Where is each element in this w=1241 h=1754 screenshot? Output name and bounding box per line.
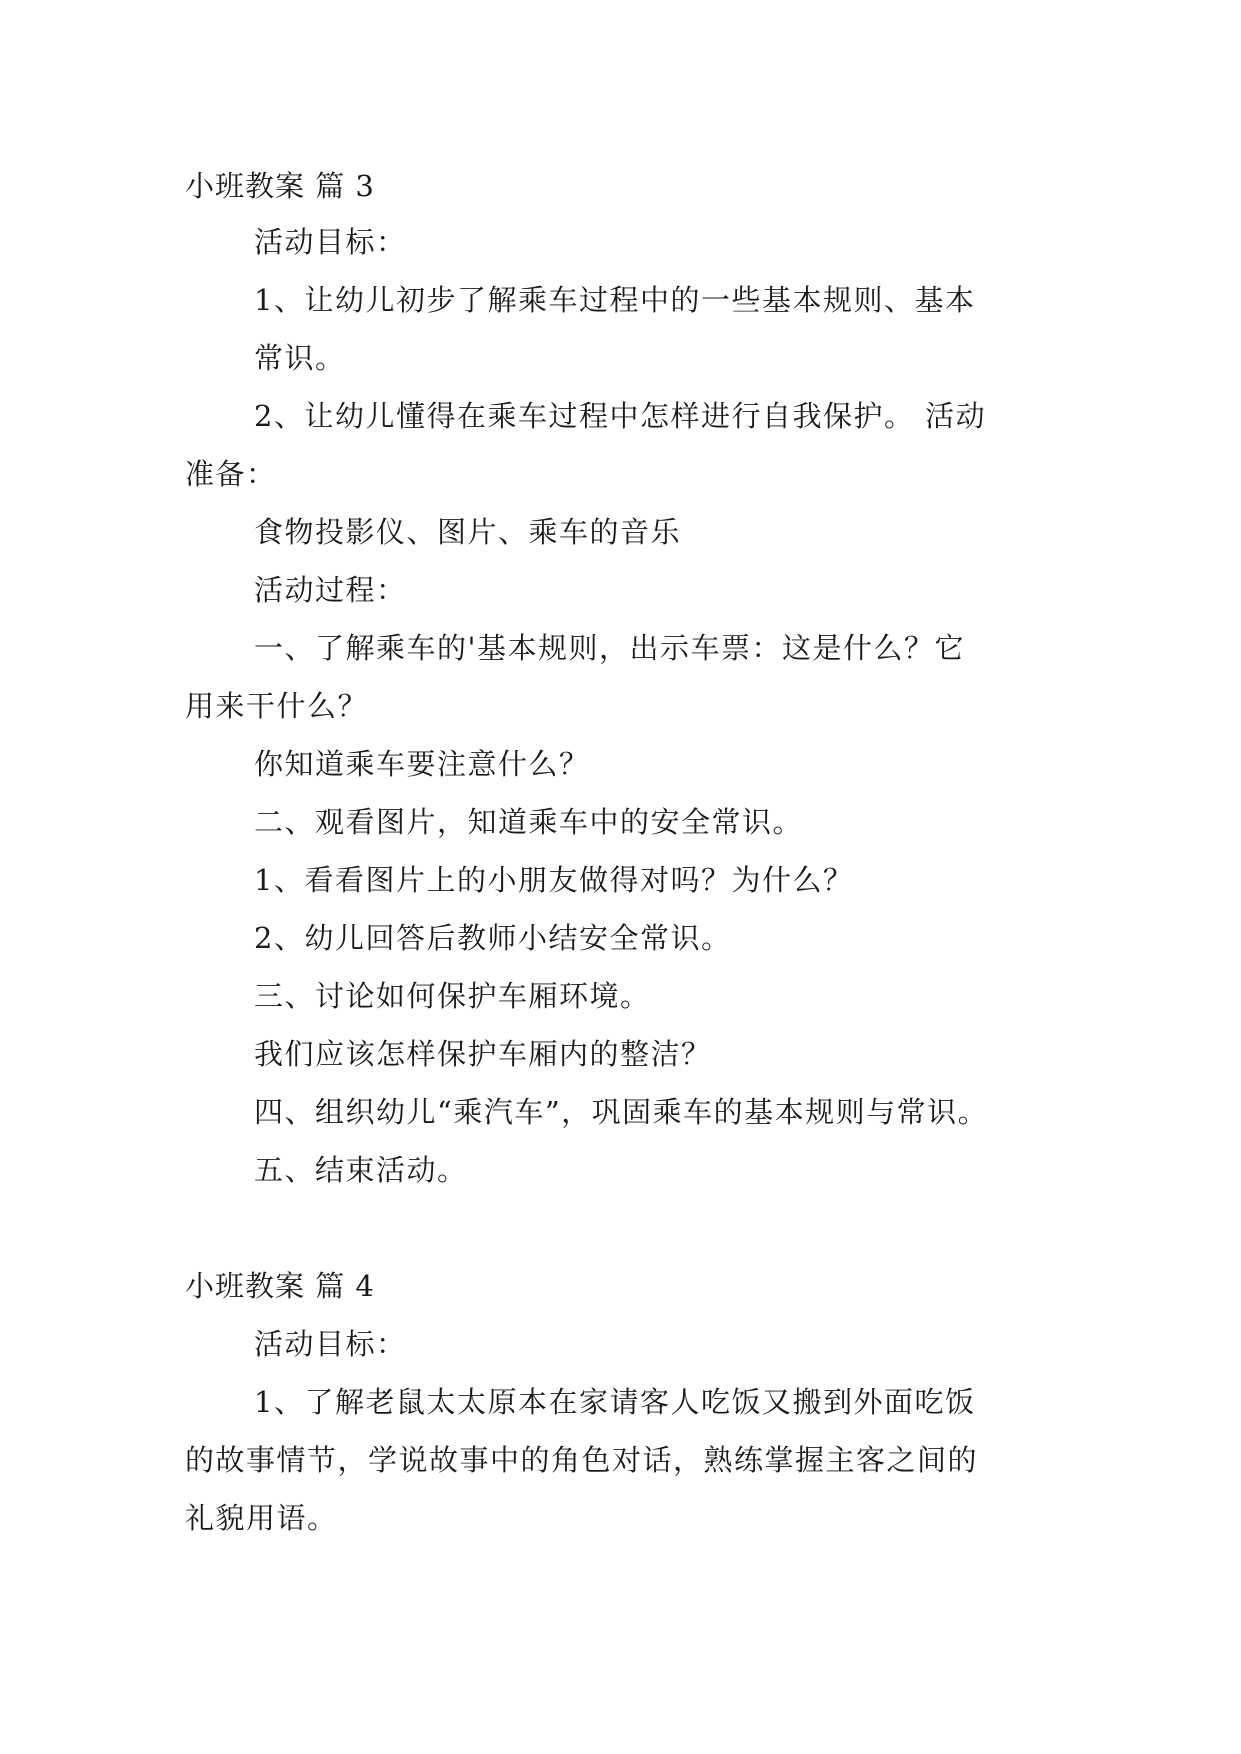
section-3-goal-2-line-1: 2、让幼儿懂得在乘车过程中怎样进行自我保护。 活动 xyxy=(254,399,987,433)
section-3-step-5: 五、结束活动。 xyxy=(254,1153,468,1187)
section-3-step-3-question: 我们应该怎样保护车厢内的整洁？ xyxy=(254,1037,712,1071)
section-3-process-label: 活动过程： xyxy=(254,573,407,607)
section-4-goal-label: 活动目标： xyxy=(254,1327,407,1361)
section-4-goal-1-line-3: 礼貌用语。 xyxy=(185,1501,338,1535)
section-3-step-2-item-1: 1、看看图片上的小朋友做得对吗？为什么？ xyxy=(254,863,854,897)
section-3-step-2: 二、观看图片，知道乘车中的安全常识。 xyxy=(254,805,804,839)
section-3-step-3: 三、讨论如何保护车厢环境。 xyxy=(254,979,651,1013)
section-4-goal-1-line-1: 1、了解老鼠太太原本在家请客人吃饭又搬到外面吃饭 xyxy=(254,1385,976,1419)
section-3-step-2-item-2: 2、幼儿回答后教师小结安全常识。 xyxy=(254,921,732,955)
section-3-materials: 食物投影仪、图片、乘车的音乐 xyxy=(254,515,682,549)
section-3-title: 小班教案 篇 3 xyxy=(185,169,375,203)
section-3-goal-1-line-2: 常识。 xyxy=(254,341,346,375)
section-3-goal-label: 活动目标： xyxy=(254,225,407,259)
section-3-goal-2-line-2: 准备： xyxy=(185,457,277,491)
section-4-title: 小班教案 篇 4 xyxy=(185,1269,375,1303)
section-3-step-4: 四、组织幼儿“乘汽车”，巩固乘车的基本规则与常识。 xyxy=(254,1095,989,1129)
section-3-step-1-line-1: 一、了解乘车的'基本规则，出示车票：这是什么？它 xyxy=(254,631,965,665)
section-3-step-1-line-2: 用来干什么？ xyxy=(185,689,369,723)
section-3-step-1-question: 你知道乘车要注意什么？ xyxy=(254,747,590,781)
section-3-goal-1-line-1: 1、让幼儿初步了解乘车过程中的一些基本规则、基本 xyxy=(254,283,976,317)
section-4-goal-1-line-2: 的故事情节，学说故事中的角色对话，熟练掌握主客之间的 xyxy=(185,1443,979,1477)
